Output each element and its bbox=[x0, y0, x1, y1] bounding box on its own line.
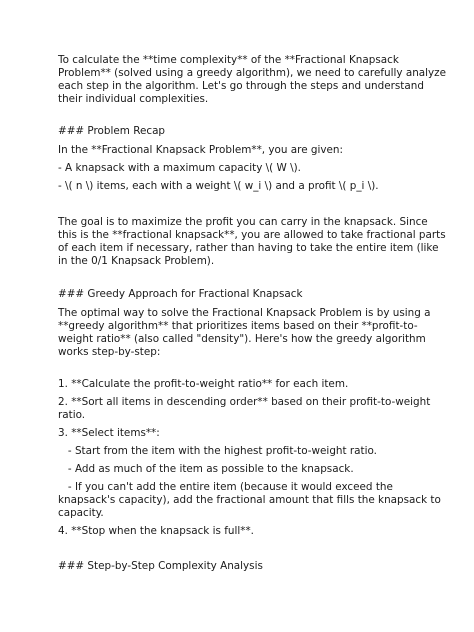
step-4: 4. **Stop when the knapsack is full**. bbox=[58, 525, 254, 537]
goal-line-1: The goal is to maximize the profit you can carry in the knapsack. Since bbox=[58, 216, 428, 228]
greedy-intro-line-3: weight ratio** (also called "density"). Here's how the greedy algorithm bbox=[58, 333, 426, 345]
goal-line-4: in the 0/1 Knapsack Problem). bbox=[58, 255, 215, 267]
recap-heading: ### Problem Recap bbox=[58, 125, 166, 137]
step-3-b: - Add as much of the item as possible to the knapsack. bbox=[58, 463, 354, 475]
step-3: 3. **Select items**: bbox=[58, 427, 160, 439]
recap-item-2: - \( n \) items, each with a weight \( w_i \) and a profit \( p_i \). bbox=[58, 180, 379, 192]
step-3-c-line-3: capacity. bbox=[58, 507, 104, 519]
step-2-line-2: ratio. bbox=[58, 409, 86, 421]
step-3-c-line-2: knapsack's capacity), add the fractional amount that fills the knapsack to bbox=[58, 494, 441, 506]
complexity-heading: ### Step-by-Step Complexity Analysis bbox=[58, 560, 263, 572]
greedy-heading: ### Greedy Approach for Fractional Knapsack bbox=[58, 288, 303, 300]
intro-line-2: Problem** (solved using a greedy algorithm), we need to carefully analyze bbox=[58, 67, 447, 79]
step-1: 1. **Calculate the profit-to-weight ratio** for each item. bbox=[58, 378, 349, 390]
recap-item-1: - A knapsack with a maximum capacity \( W \). bbox=[58, 162, 301, 174]
step-3-a: - Start from the item with the highest profit-to-weight ratio. bbox=[58, 445, 377, 457]
greedy-intro-line-1: The optimal way to solve the Fractional Knapsack Problem is by using a bbox=[58, 307, 431, 319]
recap-intro: In the **Fractional Knapsack Problem**, you are given: bbox=[58, 144, 343, 156]
step-2-line-1: 2. **Sort all items in descending order** based on their profit-to-weight bbox=[58, 396, 431, 408]
greedy-intro-line-4: works step-by-step: bbox=[58, 346, 161, 358]
greedy-intro-line-2: **greedy algorithm** that prioritizes items based on their **profit-to- bbox=[58, 320, 418, 332]
step-3-c-line-1: - If you can't add the entire item (because it would exceed the bbox=[58, 481, 393, 493]
goal-line-2: this is the **fractional knapsack**, you are allowed to take fractional parts bbox=[58, 229, 446, 241]
intro-line-1: To calculate the **time complexity** of the **Fractional Knapsack bbox=[58, 54, 399, 66]
goal-line-3: of each item if necessary, rather than having to take the entire item (like bbox=[58, 242, 439, 254]
intro-line-4: their individual complexities. bbox=[58, 93, 209, 105]
intro-line-3: each step in the algorithm. Let's go through the steps and understand bbox=[58, 80, 424, 92]
